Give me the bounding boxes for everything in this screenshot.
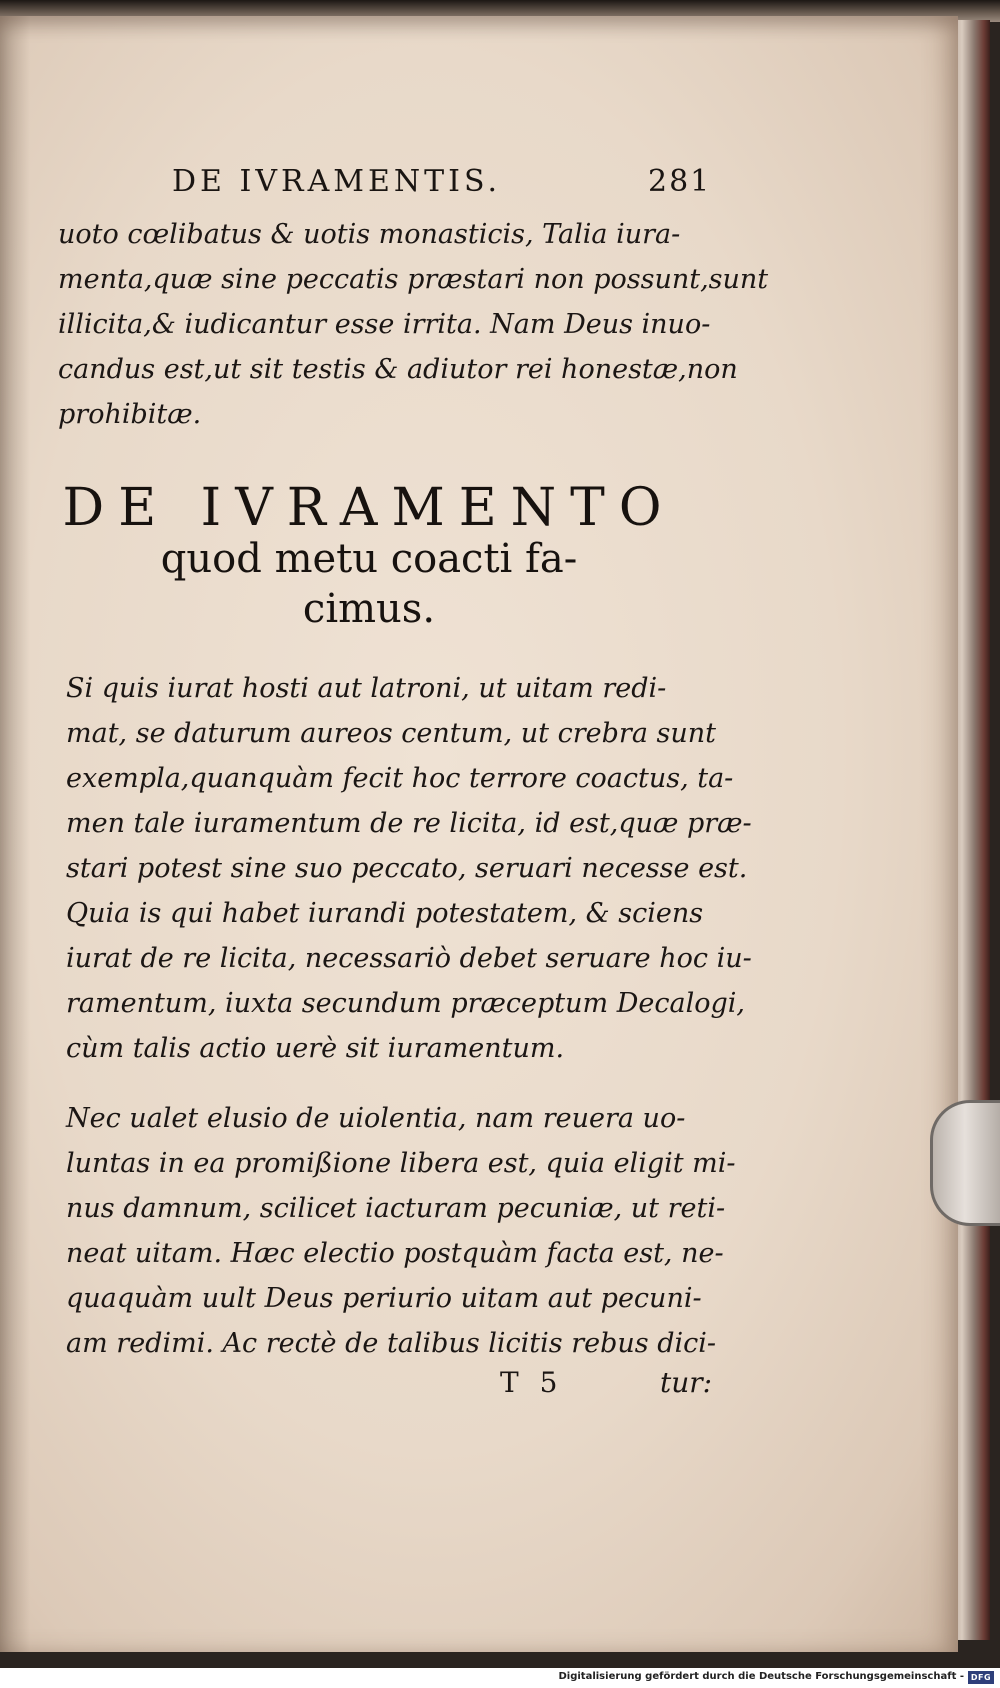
text-line: ramentum, iuxta secundum præceptum Decalogi, xyxy=(66,988,745,1019)
running-head xyxy=(0,164,958,204)
text-line: Nec ualet elusio de uiolentia, nam reuera uo- xyxy=(66,1103,686,1134)
catchword: tur: xyxy=(660,1366,713,1399)
text-line: cùm talis actio uerè sit iuramentum. xyxy=(66,1033,565,1064)
running-head-title: DE IVRAMENTIS. xyxy=(172,164,502,199)
text-line: nus damnum, scilicet iacturam pecuniæ, ut reti- xyxy=(66,1193,726,1224)
text-line: illicita,& iudicantur esse irrita. Nam Deus inuo- xyxy=(58,309,711,340)
page-number: 281 xyxy=(648,164,712,199)
paragraph-continuation xyxy=(58,212,768,437)
text-line: candus est,ut sit testis & adiutor rei honestæ,non xyxy=(58,354,738,385)
dfg-logo-icon: DFG xyxy=(968,1671,994,1684)
text-line: mat, se daturum aureos centum, ut crebra sunt xyxy=(66,718,716,749)
text-line: neat uitam. Hæc electio postquàm facta est, ne- xyxy=(66,1238,724,1269)
section-heading: DE IVRAMENTO xyxy=(62,478,676,538)
gutter-shadow xyxy=(0,16,30,1652)
text-line: am redimi. Ac rectè de talibus licitis rebus dici- xyxy=(66,1328,717,1359)
text-line: menta,quæ sine peccatis præstari non possunt,sunt xyxy=(58,264,769,295)
text-line: Quia is qui habet iurandi potestatem, & sciens xyxy=(66,898,704,929)
text-line: iurat de re licita, necessariò debet seruare hoc iu- xyxy=(66,943,752,974)
text-line: Si quis iurat hosti aut latroni, ut uitam redi- xyxy=(66,673,667,704)
paragraph-1 xyxy=(66,666,752,1071)
book-page xyxy=(0,16,958,1652)
text-line: stari potest sine suo peccato, seruari necesse est. xyxy=(66,853,748,884)
text-line: men tale iuramentum de re licita, id est,quæ præ- xyxy=(66,808,752,839)
text-line: quaquàm uult Deus periurio uitam aut pecuni- xyxy=(66,1283,702,1314)
paragraph-2 xyxy=(66,1096,736,1366)
digitization-credit: Digitalisierung gefördert durch die Deutsche Forschungsgemeinschaft - xyxy=(558,1671,964,1682)
signature-mark: T 5 xyxy=(500,1366,564,1399)
book-clasp xyxy=(930,1100,1000,1226)
section-subheading-line-2: cimus. xyxy=(302,586,436,632)
text-line: uoto cœlibatus & uotis monasticis, Talia iura- xyxy=(58,219,681,250)
text-line: prohibitæ. xyxy=(58,399,202,430)
text-line: luntas in ea promißione libera est, quia eligit mi- xyxy=(66,1148,736,1179)
text-line: exempla,quanquàm fecit hoc terrore coactus, ta- xyxy=(66,763,734,794)
section-subheading-line-1: quod metu coacti fa- xyxy=(160,536,578,582)
footer-bar xyxy=(0,1668,1000,1688)
